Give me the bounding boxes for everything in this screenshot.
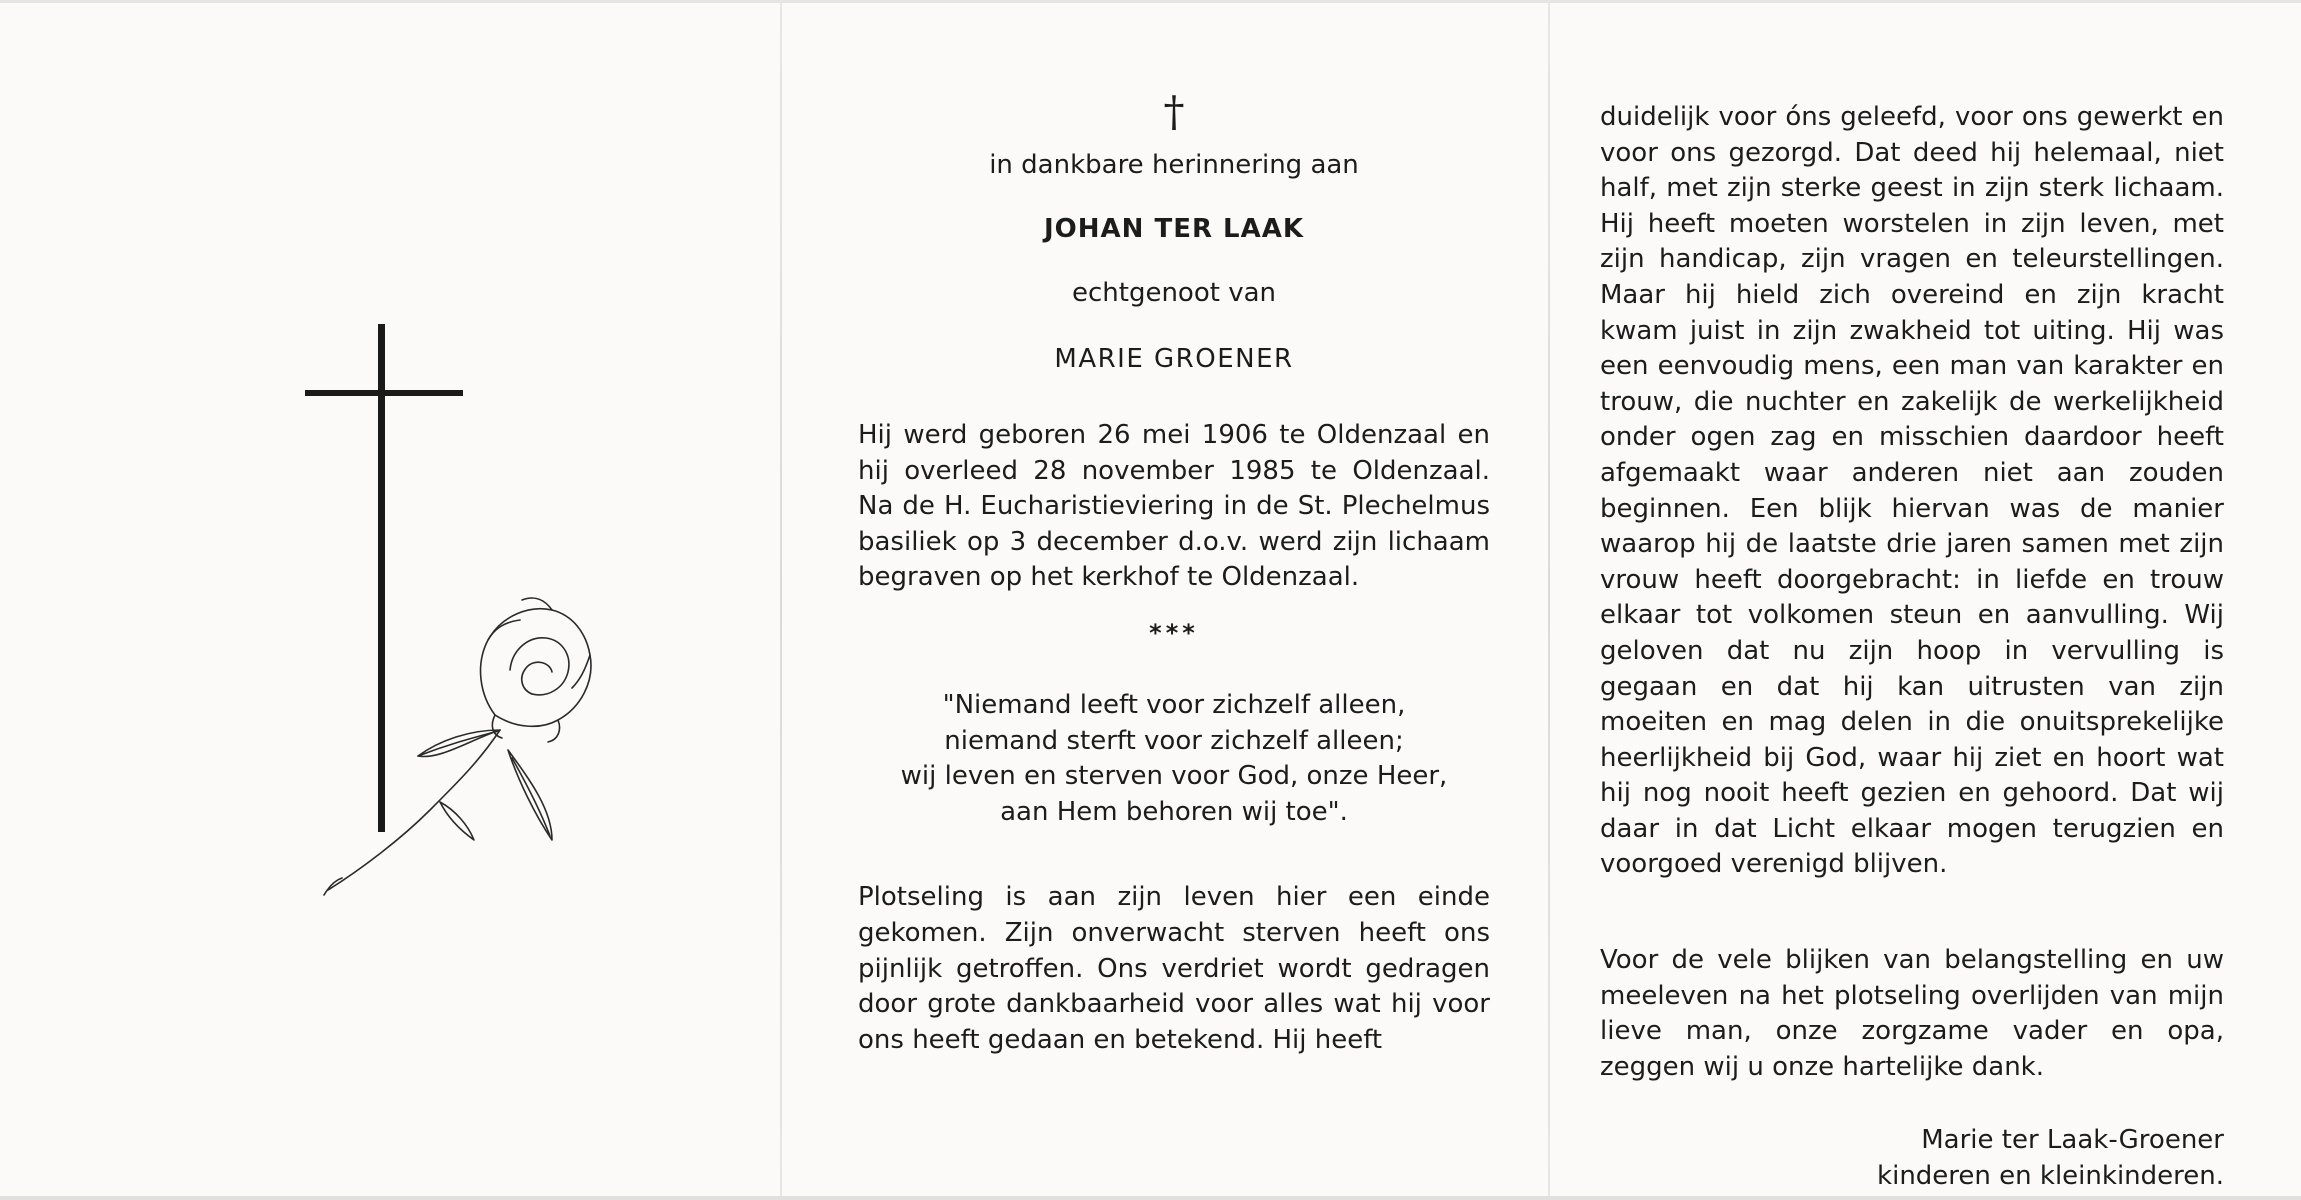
thanks-paragraph: Voor de vele blijken van belangstelling en uw meeleven na het plotseling overlijden van mijn lieve man, onze zorgzame vader en opa, zeggen wij u onze hartelijke dank. xyxy=(1600,945,2224,1082)
quote-block xyxy=(858,688,1490,830)
fold-line-right xyxy=(1548,0,1550,1200)
quote-line: "Niemand leeft voor zichzelf alleen, xyxy=(942,689,1406,720)
signature-family: kinderen en kleinkinderen. xyxy=(1877,1161,2224,1192)
story-paragraph-continued: duidelijk voor óns geleefd, voor ons gewerkt en voor ons gezorgd. Dat deed hij helemaal, niet half, met zijn sterke geest in zijn sterk lichaam. Hij heeft moeten worstelen in zijn leven, met zijn handicap, zijn vragen en teleurstellingen. Maar hij hield zich overeind en zijn kracht kwam juist in zijn zwakheid tot uiting. Hij was een eenvoudig mens, een man van karakter en trouw, die nuchter en zakelijk de werkelijkheid onder ogen zag en misschien daardoor heeft afgemaakt waar anderen niet aan zouden beginnen. Een blijk hiervan was de manier waarop hij de laatste drie jaren samen met zijn vrouw heeft doorgebracht: in liefde en trouw elkaar tot volkomen steun en aanvulling. Wij geloven dat nu zijn hoop in vervulling is gegaan en dat hij kan uitrusten van zijn moeiten en mag delen in die onuitsprekelijke heerlijkheid bij God, waar hij ziet en hoort wat hij nog nooit heeft gezien en gehoord. Dat wij daar in dat Licht elkaar mogen terugzien en voorgoed verenigd blijven. xyxy=(1600,102,2224,880)
rose-icon xyxy=(324,598,591,895)
middle-panel xyxy=(858,88,1490,1058)
bottom-edge xyxy=(0,1196,2301,1200)
separator-stars: *** xyxy=(1149,618,1199,647)
signature-name: Marie ter Laak-Groener xyxy=(1921,1125,2224,1156)
right-panel xyxy=(1600,100,2224,1195)
quote-line: aan Hem behoren wij toe". xyxy=(1000,796,1348,827)
dagger-symbol: † xyxy=(1163,87,1185,136)
spouse-label: echtgenoot van xyxy=(1071,278,1276,308)
signature-block xyxy=(1600,1123,2224,1194)
top-edge xyxy=(0,0,2301,3)
quote-line: niemand sterft voor zichzelf alleen; xyxy=(944,725,1404,756)
spouse-name: MARIE GROENER xyxy=(1054,344,1294,374)
deceased-name: JOHAN TER LAAK xyxy=(1044,214,1304,244)
biography-paragraph: Hij werd geboren 26 mei 1906 te Oldenzaal en hij overleed 28 november 1985 te Oldenzaal. Na de H. Eucharistieviering in de St. Plechelmus basiliek op 3 december d.o.v. werd zijn lichaam begraven op het kerkhof te Oldenzaal. xyxy=(858,420,1490,593)
intro-text: in dankbare herinnering aan xyxy=(989,150,1359,180)
header-block xyxy=(858,88,1490,376)
story-paragraph-start: Plotseling is aan zijn leven hier een einde gekomen. Zijn onverwacht sterven heeft ons pijnlijk getroffen. Ons verdriet wordt gedragen door grote dankbaarheid voor alles wat hij voor ons heeft gedaan en betekend. Hij heeft xyxy=(858,882,1490,1055)
cross-icon xyxy=(305,324,463,832)
fold-line-left xyxy=(780,0,782,1200)
cross-with-rose-illustration xyxy=(290,310,600,910)
quote-line: wij leven en sterven voor God, onze Heer, xyxy=(900,761,1448,792)
